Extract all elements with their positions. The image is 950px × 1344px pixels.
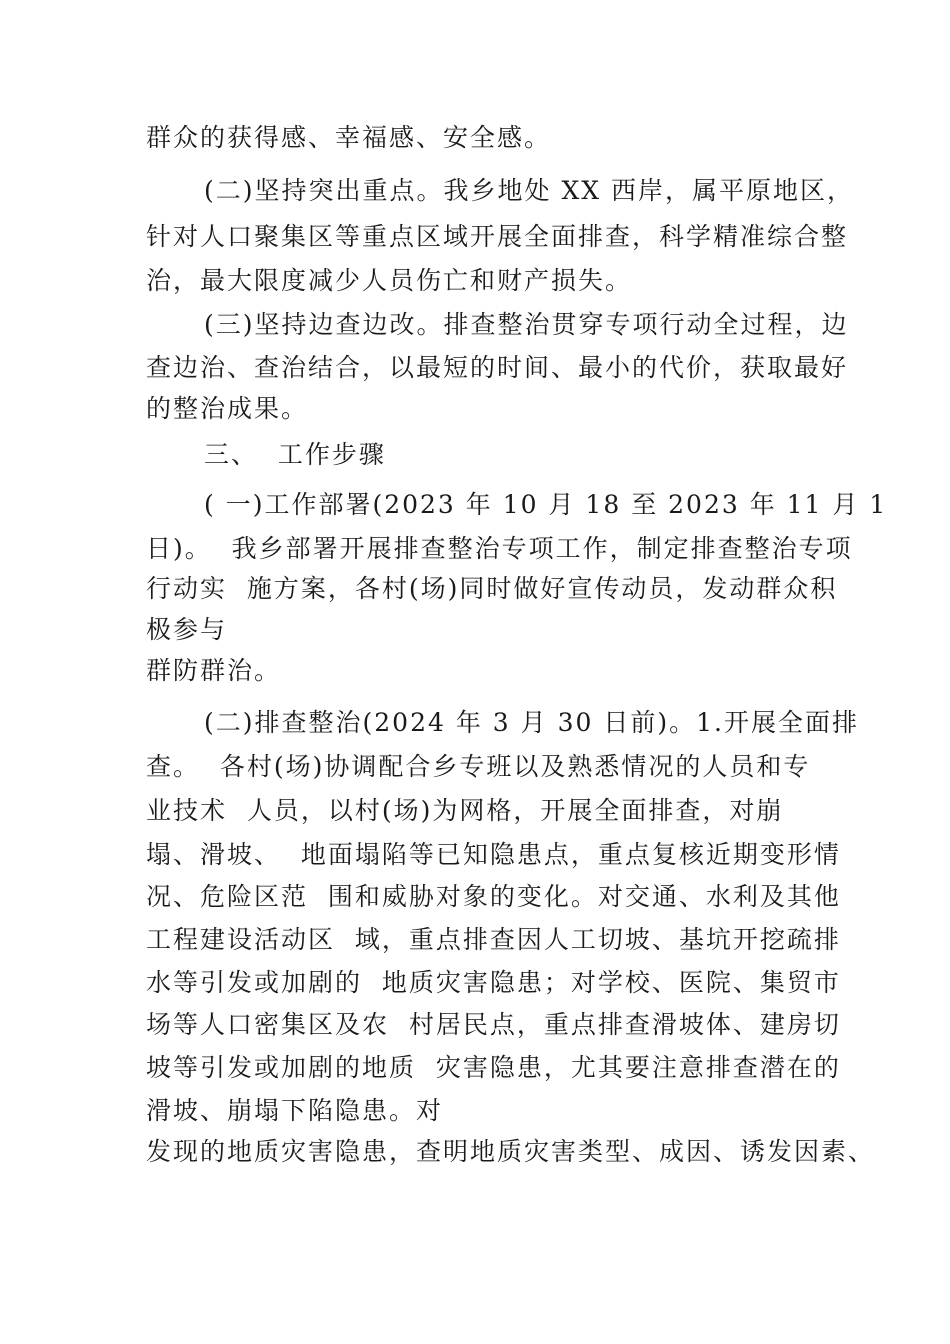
paragraph-line: 滑坡、崩塌下陷隐患。对 (146, 1096, 444, 1125)
paragraph-line: 场等人口密集区及农 村居民点，重点排查滑坡体、建房切 (146, 1010, 841, 1039)
paragraph-line: (三)坚持边查边改。排查整治贯穿专项行动全过程，边 (204, 310, 849, 339)
paragraph-line: 坡等引发或加剧的地质 灾害隐患，尤其要注意排查潜在的 (146, 1053, 841, 1082)
paragraph-line: 水等引发或加剧的 地质灾害隐患；对学校、医院、集贸市 (146, 968, 841, 997)
paragraph-line: 极参与 (146, 615, 228, 644)
paragraph-line: 查。 各村(场)协调配合乡专班以及熟悉情况的人员和专 (146, 752, 811, 781)
section-heading: 三、 工作步骤 (204, 440, 386, 469)
paragraph-line: 业技术 人员，以村(场)为网格，开展全面排查，对崩 (146, 796, 784, 825)
paragraph-line: 群众的获得感、幸福感、安全感。 (146, 123, 552, 152)
paragraph-line: 塌、滑坡、 地面塌陷等已知隐患点，重点复核近期变形情 (146, 840, 841, 869)
paragraph-line: 群防群治。 (146, 656, 282, 685)
paragraph-line: 治，最大限度减少人员伤亡和财产损失。 (146, 266, 633, 295)
paragraph-line: 日)。 我乡部署开展排查整治专项工作，制定排查整治专项 (146, 534, 853, 563)
paragraph-line: (二)坚持突出重点。我乡地处 XX 西岸，属平原地区， (204, 176, 854, 205)
paragraph-line: 的整治成果。 (146, 394, 309, 423)
paragraph-line: 发现的地质灾害隐患，查明地质灾害类型、成因、诱发因素、 (146, 1137, 876, 1166)
paragraph-line: (二)排查整治(2024 年 3 月 30 日前)。1.开展全面排 (204, 708, 859, 737)
paragraph-line: 行动实 施方案，各村(场)同时做好宣传动员，发动群众积 (146, 574, 838, 603)
paragraph-line: ( 一)工作部署(2023 年 10 月 18 至 2023 年 11 月 1 (204, 490, 888, 519)
paragraph-line: 查边治、查治结合，以最短的时间、最小的代价，获取最好 (146, 353, 849, 382)
paragraph-line: 工程建设活动区 域，重点排查因人工切坡、基坑开挖疏排 (146, 925, 841, 954)
paragraph-line: 针对人口聚集区等重点区域开展全面排查，科学精准综合整 (146, 222, 849, 251)
paragraph-line: 况、危险区范 围和威胁对象的变化。对交通、水利及其他 (146, 882, 841, 911)
